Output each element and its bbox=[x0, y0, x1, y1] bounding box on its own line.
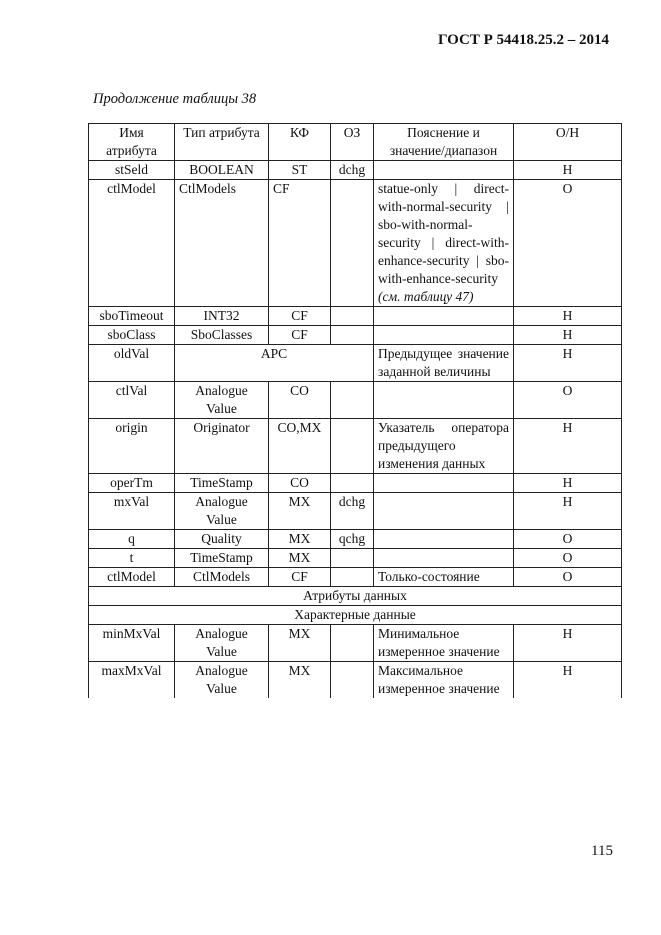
cell-oz: dchg bbox=[331, 493, 374, 530]
col-header-description: Пояснение и значение/диапазон bbox=[374, 124, 514, 161]
col-header-fc: КФ bbox=[269, 124, 331, 161]
subsection-row bbox=[89, 606, 622, 625]
cell-oz bbox=[331, 662, 374, 699]
cell-type: Originator bbox=[175, 419, 269, 474]
document-standard-header: ГОСТ Р 54418.25.2 – 2014 bbox=[437, 32, 609, 48]
cell-type: INT32 bbox=[175, 307, 269, 326]
cell-type: Analogue Value bbox=[175, 662, 269, 699]
cell-oz bbox=[331, 382, 374, 419]
cell-name: ctlModel bbox=[89, 180, 175, 307]
cell-mo: О bbox=[514, 180, 622, 307]
cell-name: ctlModel bbox=[89, 568, 175, 587]
table-row bbox=[89, 419, 622, 474]
cell-mo: Н bbox=[514, 307, 622, 326]
cell-oz bbox=[331, 326, 374, 345]
table-row bbox=[89, 474, 622, 493]
cell-type: TimeStamp bbox=[175, 474, 269, 493]
table-row bbox=[89, 326, 622, 345]
cell-fc: CF bbox=[269, 326, 331, 345]
cell-fc: MX bbox=[269, 530, 331, 549]
cell-mo: О bbox=[514, 568, 622, 587]
cell-oz bbox=[331, 419, 374, 474]
cell-mo: Н bbox=[514, 625, 622, 662]
table-row bbox=[89, 345, 622, 382]
cell-type: CtlModels bbox=[175, 568, 269, 587]
attributes-table bbox=[88, 123, 622, 698]
cell-mo: Н bbox=[514, 161, 622, 180]
table-continuation-caption: Продолжение таблицы 38 bbox=[93, 91, 257, 107]
cell-fc: CO,MX bbox=[269, 419, 331, 474]
cell-description bbox=[374, 161, 514, 180]
cell-fc: MX bbox=[269, 493, 331, 530]
cell-type: Analogue Value bbox=[175, 382, 269, 419]
cell-fc: CF bbox=[269, 307, 331, 326]
cell-description bbox=[374, 307, 514, 326]
cell-name: ctlVal bbox=[89, 382, 175, 419]
cell-name: q bbox=[89, 530, 175, 549]
section-heading: Атрибуты данных bbox=[89, 587, 622, 606]
table-row bbox=[89, 493, 622, 530]
table-row bbox=[89, 180, 622, 307]
cell-description: Максимальное измеренное значение bbox=[374, 662, 514, 699]
cell-type: Analogue Value bbox=[175, 625, 269, 662]
cell-description bbox=[374, 474, 514, 493]
cell-fc: ST bbox=[269, 161, 331, 180]
cell-description bbox=[374, 180, 514, 307]
cell-mo: Н bbox=[514, 474, 622, 493]
cell-name: sboClass bbox=[89, 326, 175, 345]
cell-mo: Н bbox=[514, 326, 622, 345]
subsection-heading: Характерные данные bbox=[89, 606, 622, 625]
col-header-type: Тип атрибута bbox=[175, 124, 269, 161]
cell-mo: О bbox=[514, 549, 622, 568]
cell-fc: CF bbox=[269, 568, 331, 587]
table-row bbox=[89, 307, 622, 326]
cell-oz bbox=[331, 180, 374, 307]
cell-name: operTm bbox=[89, 474, 175, 493]
table-row bbox=[89, 549, 622, 568]
cell-name: sboTimeout bbox=[89, 307, 175, 326]
cell-oz bbox=[331, 549, 374, 568]
cell-type: BOOLEAN bbox=[175, 161, 269, 180]
cell-mo: Н bbox=[514, 345, 622, 382]
cell-mo: О bbox=[514, 530, 622, 549]
cell-type: Quality bbox=[175, 530, 269, 549]
cell-name: t bbox=[89, 549, 175, 568]
cell-name: origin bbox=[89, 419, 175, 474]
cell-fc: MX bbox=[269, 662, 331, 699]
cell-name: mxVal bbox=[89, 493, 175, 530]
table-row bbox=[89, 530, 622, 549]
cell-mo: О bbox=[514, 382, 622, 419]
cell-description bbox=[374, 493, 514, 530]
cell-description bbox=[374, 382, 514, 419]
cell-description bbox=[374, 326, 514, 345]
cell-type: TimeStamp bbox=[175, 549, 269, 568]
cell-fc: CO bbox=[269, 382, 331, 419]
cell-oz bbox=[331, 568, 374, 587]
cell-fc: CO bbox=[269, 474, 331, 493]
cell-oz bbox=[331, 474, 374, 493]
table-row bbox=[89, 662, 622, 699]
cell-mo: Н bbox=[514, 662, 622, 699]
cell-description bbox=[374, 549, 514, 568]
cell-description: Предыдущее значение заданной величины bbox=[374, 345, 514, 382]
cell-oz: dchg bbox=[331, 161, 374, 180]
cell-oz bbox=[331, 307, 374, 326]
col-header-oz: ОЗ bbox=[331, 124, 374, 161]
cell-name: minMxVal bbox=[89, 625, 175, 662]
cell-description: Минимальное измеренное значение bbox=[374, 625, 514, 662]
cell-description: Только-состояние bbox=[374, 568, 514, 587]
cell-description-ref: (см. таблицу 47) bbox=[378, 289, 474, 304]
cell-oz: qchg bbox=[331, 530, 374, 549]
page-number: 115 bbox=[591, 843, 613, 859]
col-header-name: Имя атрибута bbox=[89, 124, 175, 161]
cell-oz bbox=[331, 625, 374, 662]
table-row bbox=[89, 382, 622, 419]
cell-type: CtlModels bbox=[175, 180, 269, 307]
cell-fc: MX bbox=[269, 549, 331, 568]
cell-fc: MX bbox=[269, 625, 331, 662]
cell-mo: Н bbox=[514, 493, 622, 530]
col-header-mo: О/Н bbox=[514, 124, 622, 161]
table-header-row bbox=[89, 124, 622, 161]
cell-type: SboClasses bbox=[175, 326, 269, 345]
table-row bbox=[89, 161, 622, 180]
cell-mo: Н bbox=[514, 419, 622, 474]
cell-name: stSeld bbox=[89, 161, 175, 180]
cell-name: oldVal bbox=[89, 345, 175, 382]
table-row bbox=[89, 625, 622, 662]
section-row bbox=[89, 587, 622, 606]
cell-description-text: statue-only | direct-with-normal-security | sbo-with-normal-security | direct-with-enhance-security | sbo-with-enhance-security bbox=[378, 181, 509, 286]
cell-description: Указатель оператора предыдущего изменения данных bbox=[374, 419, 514, 474]
cell-description bbox=[374, 530, 514, 549]
table-row bbox=[89, 568, 622, 587]
cell-name: maxMxVal bbox=[89, 662, 175, 699]
cell-fc: CF bbox=[269, 180, 331, 307]
cell-type-merged: APC bbox=[175, 345, 374, 382]
cell-type: Analogue Value bbox=[175, 493, 269, 530]
